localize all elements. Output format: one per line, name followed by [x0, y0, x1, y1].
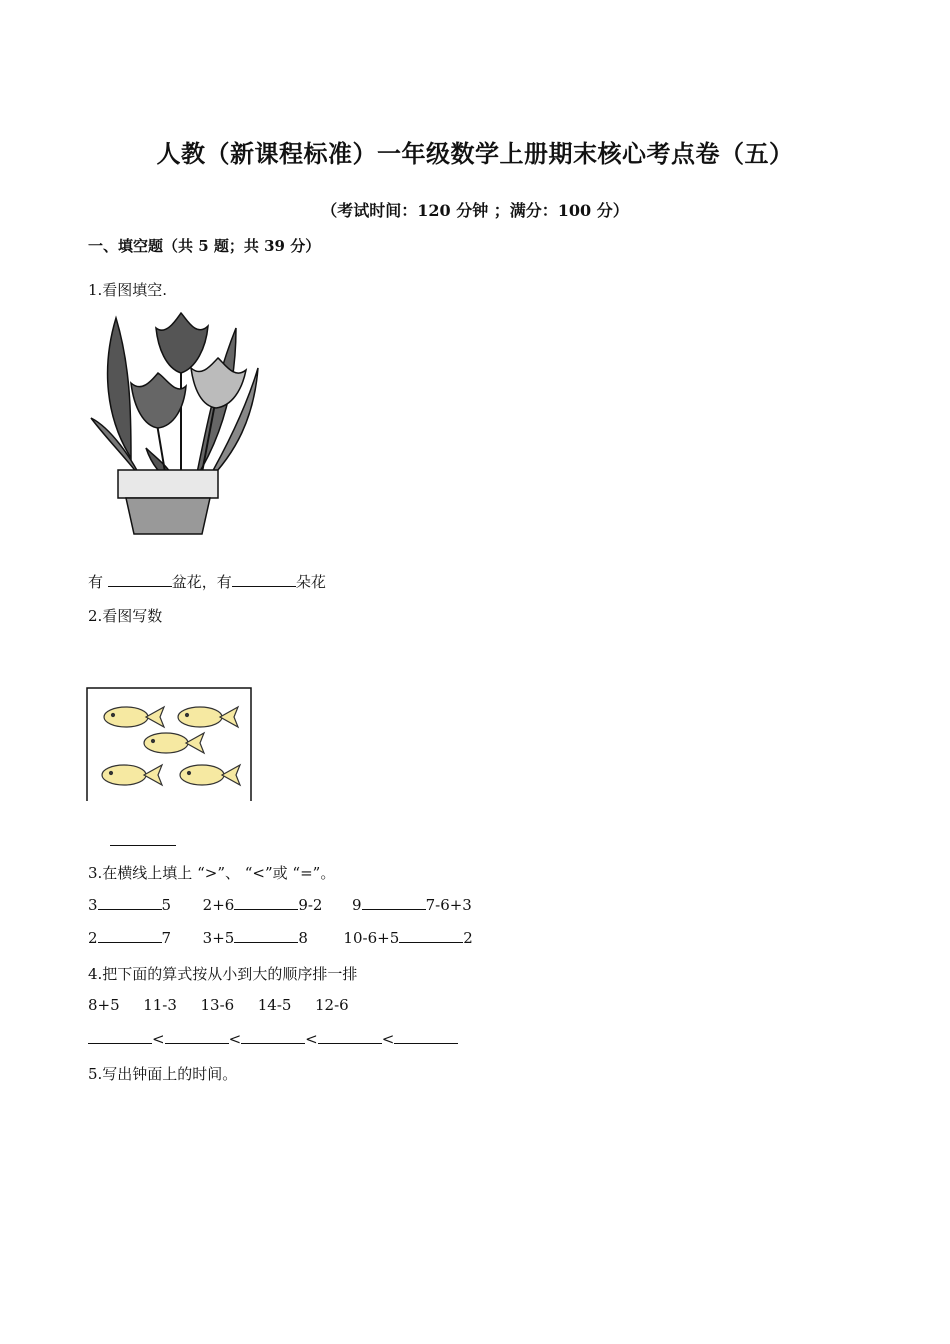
q1-text-1: 有 — [88, 573, 104, 591]
less-than-sign: < — [228, 1030, 242, 1048]
q4-item: 14-5 — [257, 996, 292, 1014]
q1-text-3: 朵花 — [295, 573, 326, 591]
q2-answer-blank[interactable] — [110, 831, 176, 846]
q3-r1-right-2: 9-2 — [298, 896, 323, 914]
q3-r1-left-3: 9 — [352, 896, 362, 914]
q3-row-2 — [88, 928, 473, 947]
question-2-label: 2.看图写数 — [88, 607, 163, 625]
less-than-sign: < — [381, 1030, 395, 1048]
section-heading: 一、填空题（共 5 题；共 39 分） — [88, 237, 321, 255]
q4-blank-5[interactable] — [394, 1029, 458, 1044]
q3-r2-blank-3[interactable] — [399, 928, 463, 943]
q3-r2-left-3: 10-6+5 — [343, 929, 400, 947]
fish-picture — [86, 687, 252, 801]
question-3-label: 3.在横线上填上 “>”、 “<”或 “=”。 — [88, 864, 336, 882]
q4-item: 13-6 — [200, 996, 235, 1014]
less-than-sign: < — [305, 1030, 318, 1048]
q3-row-1 — [88, 895, 472, 914]
q3-r2-left-1: 2 — [88, 929, 98, 947]
q3-r2-blank-2[interactable] — [234, 928, 298, 943]
question-4-label: 4.把下面的算式按从小到大的顺序排一排 — [88, 965, 358, 983]
flower-pot-illustration — [86, 308, 264, 538]
exam-info: （考试时间：120 分钟 ；满分：100 分） — [321, 201, 629, 220]
q3-r2-right-3: 2 — [463, 929, 473, 947]
q4-blank-1[interactable] — [88, 1029, 152, 1044]
q3-r1-right-1: 5 — [161, 896, 172, 914]
q4-item: 8+5 — [88, 996, 120, 1014]
question-5-label: 5.写出钟面上的时间。 — [88, 1065, 238, 1083]
q3-r1-blank-1[interactable] — [98, 895, 162, 910]
q4-blank-2[interactable] — [165, 1029, 229, 1044]
q4-expressions — [88, 996, 349, 1014]
q1-blank-flowers[interactable] — [232, 572, 296, 587]
q4-blank-4[interactable] — [318, 1029, 382, 1044]
q3-r1-blank-2[interactable] — [234, 895, 298, 910]
q4-blank-3[interactable] — [241, 1029, 305, 1044]
q3-r2-right-1: 7 — [161, 929, 172, 947]
q3-r2-right-2: 8 — [298, 929, 308, 947]
page-title: 人教（新课程标准）一年级数学上册期末核心考点卷（五） — [156, 139, 794, 168]
q3-r1-left-2: 2+6 — [202, 896, 235, 914]
q4-answer-line — [88, 1029, 458, 1048]
q3-r2-left-2: 3+5 — [202, 929, 235, 947]
q4-item: 11-3 — [143, 996, 177, 1014]
q3-r1-left-1: 3 — [88, 896, 98, 914]
q3-r1-right-3: 7-6+3 — [425, 896, 472, 914]
q1-blank-pots[interactable] — [108, 572, 172, 587]
question-1-answer-line — [88, 571, 326, 592]
q3-r2-blank-1[interactable] — [98, 928, 162, 943]
q3-r1-blank-3[interactable] — [362, 895, 426, 910]
less-than-sign: < — [152, 1030, 165, 1048]
q4-item: 12-6 — [315, 996, 349, 1014]
q1-text-2: 盆花，有 — [171, 573, 232, 591]
question-1-label: 1.看图填空. — [88, 281, 168, 299]
